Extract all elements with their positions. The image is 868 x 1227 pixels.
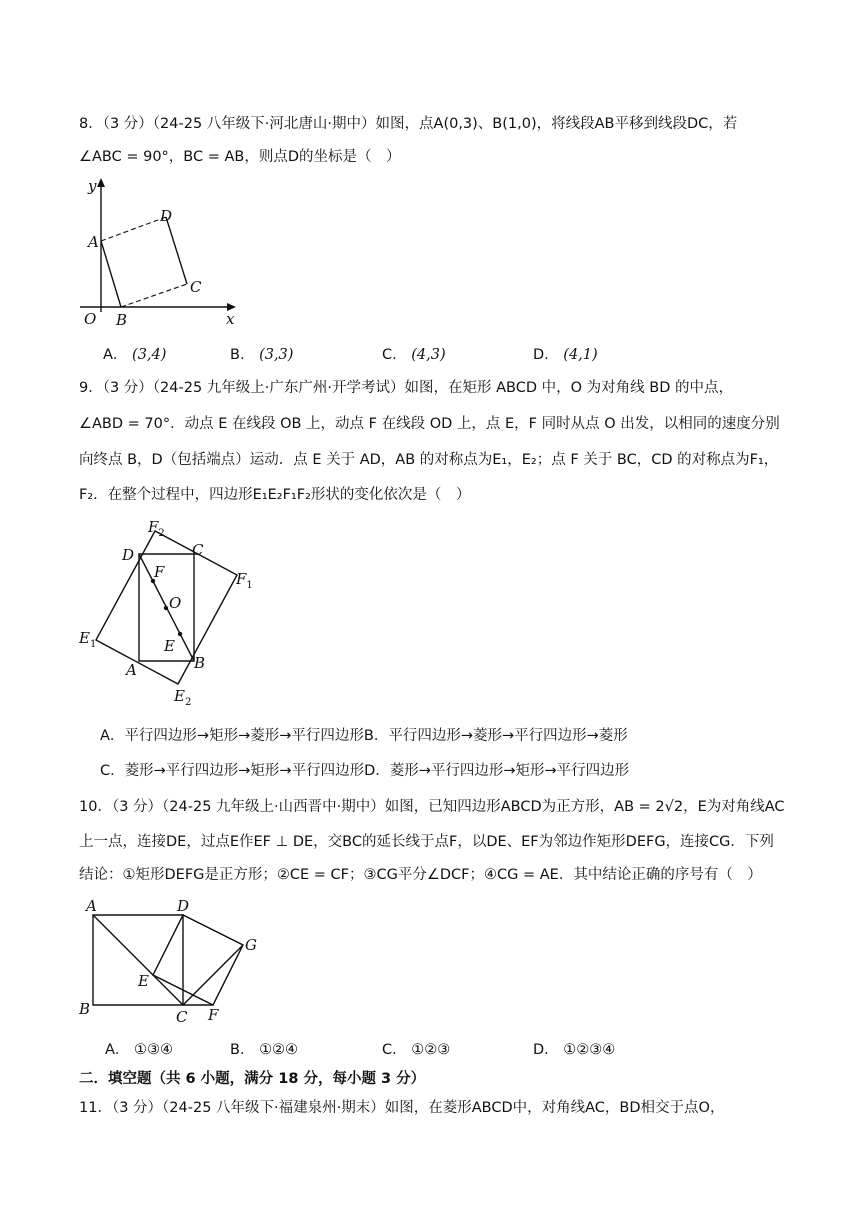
label-b: B bbox=[194, 654, 206, 672]
rectangle-defg bbox=[153, 915, 243, 1005]
q9-options-line1[interactable]: A．平行四边形→矩形→菱形→平行四边形B．平行四边形→菱形→平行四边形→菱形 bbox=[100, 728, 628, 744]
option-key: C． bbox=[382, 347, 407, 363]
q8-option-a[interactable] bbox=[103, 345, 166, 365]
label-f1: $F_1$ bbox=[236, 570, 253, 591]
label-y: y bbox=[88, 177, 97, 195]
option-key: D． bbox=[533, 347, 559, 363]
option-text: ①②④ bbox=[259, 1042, 299, 1058]
q10-option-b[interactable] bbox=[230, 1040, 298, 1060]
q9-stem-line3: 向终点 B，D（包括端点）运动．点 E 关于 AD，AB 的对称点为E₁，E₂；点 F 关于 BC，CD 的对称点为F₁， bbox=[79, 452, 779, 468]
label-o: O bbox=[169, 594, 182, 612]
point-o bbox=[164, 606, 168, 610]
segment-bc bbox=[121, 284, 187, 307]
q10-figure bbox=[76, 895, 276, 1035]
option-text: ①②③④ bbox=[563, 1042, 616, 1058]
option-text: (3,4) bbox=[132, 347, 167, 363]
label-c: C bbox=[176, 1008, 188, 1026]
q10-option-a[interactable] bbox=[105, 1040, 173, 1060]
q9-figure bbox=[76, 514, 276, 714]
label-a: A bbox=[88, 233, 99, 251]
label-e1: $E_1$ bbox=[79, 629, 97, 650]
option-text: (4,3) bbox=[411, 347, 446, 363]
q8-option-d[interactable] bbox=[533, 345, 598, 365]
label-o: O bbox=[84, 310, 97, 328]
option-text: ①③④ bbox=[134, 1042, 174, 1058]
q9-options-line2[interactable]: C．菱形→平行四边形→矩形→平行四边形D．菱形→平行四边形→矩形→平行四边形 bbox=[100, 763, 630, 779]
option-key: B． bbox=[230, 347, 255, 363]
q10-stem-line2: 上一点，连接DE，过点E作EF ⊥ DE，交BC的延长线于点F，以DE、EF为邻边作矩形DEFG，连接CG．下列 bbox=[79, 834, 774, 850]
label-c: C bbox=[190, 278, 202, 296]
label-d: D bbox=[160, 207, 173, 225]
section-heading: 二．填空题（共 6 小题，满分 18 分，每小题 3 分） bbox=[79, 1071, 426, 1087]
q11-stem-line1: 11．（3 分）（24-25 八年级下·福建泉州·期末）如图，在菱形ABCD中，对角线AC，BD相交于点O， bbox=[79, 1100, 725, 1116]
q8-option-c[interactable] bbox=[382, 345, 446, 365]
point-e bbox=[178, 632, 182, 636]
label-e: E bbox=[164, 637, 175, 655]
segment-cg bbox=[183, 945, 243, 1005]
label-f2: $F_2$ bbox=[148, 518, 165, 539]
q8-option-b[interactable] bbox=[230, 345, 293, 365]
option-key: A． bbox=[105, 1042, 130, 1058]
option-key: A． bbox=[103, 347, 128, 363]
option-text: ①②③ bbox=[411, 1042, 451, 1058]
label-b: B bbox=[79, 1000, 91, 1018]
option-key: B． bbox=[230, 1042, 255, 1058]
q8-figure bbox=[76, 174, 276, 334]
label-d: D bbox=[177, 897, 190, 915]
diagonal-ac bbox=[93, 915, 183, 1005]
label-f: F bbox=[208, 1006, 219, 1024]
segment-ab bbox=[101, 241, 121, 307]
q10-option-c[interactable] bbox=[382, 1040, 450, 1060]
label-e: E bbox=[138, 972, 149, 990]
option-text: (3,3) bbox=[259, 347, 294, 363]
q9-stem-line1: 9．（3 分）（24-25 九年级上·广东广州·开学考试）如图，在矩形 ABCD 中，O 为对角线 BD 的中点， bbox=[79, 380, 733, 396]
label-a: A bbox=[126, 661, 137, 679]
label-a: A bbox=[86, 897, 97, 915]
label-f: F bbox=[154, 563, 165, 581]
q8-stem-line1: 8．（3 分）（24-25 八年级下·河北唐山·期中）如图，点A(0,3)、B(1,0)，将线段AB平移到线段DC，若 bbox=[79, 116, 738, 132]
q10-stem-line1: 10．（3 分）（24-25 九年级上·山西晋中·期中）如图，已知四边形ABCD为正方形，AB = 2√2，E为对角线AC bbox=[79, 799, 785, 815]
option-text: (4,1) bbox=[563, 347, 598, 363]
label-c: C bbox=[192, 541, 204, 559]
label-x: x bbox=[226, 310, 235, 328]
segment-ad bbox=[101, 217, 166, 241]
label-d: D bbox=[122, 546, 135, 564]
label-g: G bbox=[245, 936, 257, 954]
q10-stem-line3: 结论：①矩形DEFG是正方形；②CE = CF；③CG平分∠DCF；④CG = AE．其中结论正确的序号有（ ） bbox=[79, 867, 762, 883]
y-axis-arrow-icon bbox=[97, 178, 105, 187]
label-b: B bbox=[116, 311, 128, 329]
q10-option-d[interactable] bbox=[533, 1040, 615, 1060]
q9-stem-line2: ∠ABD = 70°．动点 E 在线段 OB 上，动点 F 在线段 OD 上，点 E，F 同时从点 O 出发，以相同的速度分别 bbox=[79, 416, 780, 432]
option-key: D． bbox=[533, 1042, 559, 1058]
segment-dc bbox=[166, 217, 187, 284]
q8-stem-line2: ∠ABC = 90°，BC = AB，则点D的坐标是（ ） bbox=[79, 149, 401, 165]
label-e2: $E_2$ bbox=[174, 687, 192, 708]
option-key: C． bbox=[382, 1042, 407, 1058]
q9-stem-line4: F₂．在整个过程中，四边形E₁E₂F₁F₂形状的变化依次是（ ） bbox=[79, 487, 471, 503]
